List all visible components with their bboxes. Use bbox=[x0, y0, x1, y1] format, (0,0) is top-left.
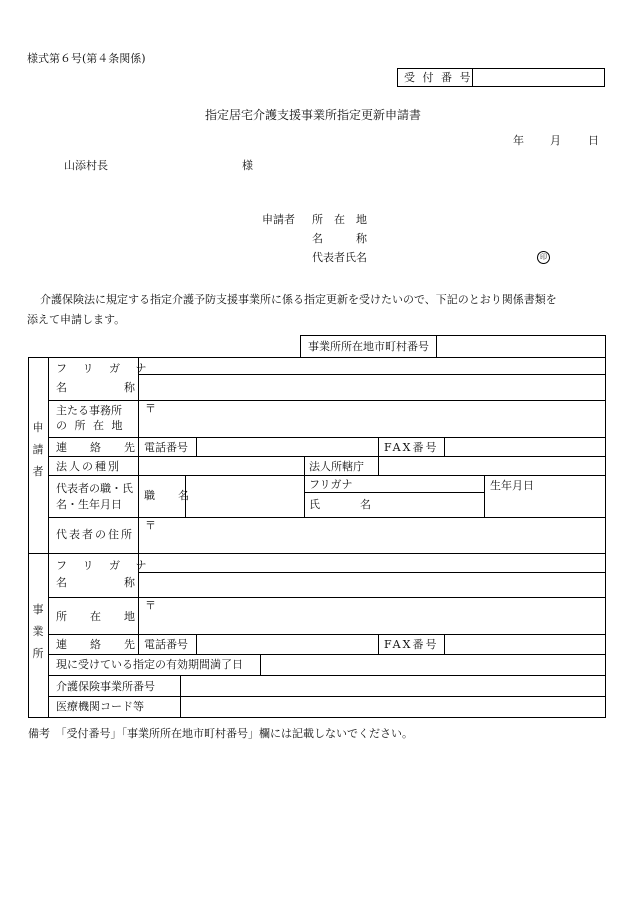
applicant-furigana-label: フ リ ガ ナ bbox=[56, 362, 153, 375]
applicant-name-label: 名 称 bbox=[56, 381, 141, 394]
applicant-fax-label: FAX番号 bbox=[384, 441, 439, 454]
office-fax-field[interactable] bbox=[446, 636, 603, 652]
office-postal-mark-icon: 〒 bbox=[145, 599, 156, 612]
remarks-note: 備考 「受付番号」「事業所所在地市町村番号」欄には記載しないでください。 bbox=[28, 727, 413, 740]
rep-birthdate-label: 生年月日 bbox=[490, 479, 534, 492]
section-applicant-label: 申 請 者 bbox=[32, 421, 44, 478]
validity-label: 現に受けている指定の有効期間満了日 bbox=[56, 658, 243, 671]
date-month-label: 月 bbox=[550, 134, 561, 147]
office-fax-label: FAX番号 bbox=[384, 638, 439, 651]
rep-birthdate-field[interactable] bbox=[486, 494, 603, 515]
rep-name-field[interactable] bbox=[360, 494, 482, 515]
office-location-label: 所 在 地 bbox=[56, 610, 141, 623]
rep-furigana-field[interactable] bbox=[360, 477, 482, 490]
date-day-label: 日 bbox=[588, 134, 599, 147]
main-office-label-2: の 所 在 地 bbox=[56, 419, 125, 432]
section-office-label: 事 業 所 bbox=[32, 603, 44, 660]
insurance-number-label: 介護保険事業所番号 bbox=[56, 680, 155, 693]
corp-authority-field[interactable] bbox=[380, 458, 603, 473]
main-office-label-1: 主たる事務所 bbox=[56, 404, 122, 417]
rep-position-label: 職 名 bbox=[144, 489, 195, 502]
office-phone-label: 電話番号 bbox=[144, 638, 188, 651]
applicant-fax-field[interactable] bbox=[446, 439, 603, 454]
office-phone-field[interactable] bbox=[198, 636, 376, 652]
receipt-number-label: 受 付 番 号 bbox=[404, 71, 473, 84]
office-furigana-label: フ リ ガ ナ bbox=[56, 559, 153, 572]
rep-name-label: 氏 名 bbox=[309, 498, 377, 511]
main-office-address-field[interactable] bbox=[158, 402, 603, 435]
applicant-contact-label: 連 絡 先 bbox=[56, 441, 141, 454]
rep-position-field[interactable] bbox=[187, 477, 302, 515]
receipt-number-box bbox=[397, 68, 605, 87]
date-year-label: 年 bbox=[513, 134, 524, 147]
municipal-number-field[interactable] bbox=[438, 337, 603, 356]
seal-mark-icon: 印 bbox=[537, 251, 550, 264]
applicant-representative-label: 代表者氏名 bbox=[312, 251, 367, 264]
body-text-line-1: 介護保険法に規定する指定介護予防支援事業所に係る指定更新を受けたいので、下記のとおり関係書類を bbox=[40, 293, 557, 306]
document-title: 指定居宅介護支援事業所指定更新申請書 bbox=[205, 108, 422, 122]
validity-field[interactable] bbox=[262, 656, 603, 673]
medical-code-label: 医療機関コード等 bbox=[56, 700, 144, 713]
office-name-label: 名 称 bbox=[56, 576, 141, 589]
applicant-location-label: 所 在 地 bbox=[312, 213, 367, 226]
medical-code-field[interactable] bbox=[182, 698, 603, 716]
applicant-furigana-field[interactable] bbox=[140, 359, 603, 373]
rep-address-field[interactable] bbox=[158, 519, 603, 551]
office-address-field[interactable] bbox=[158, 599, 603, 632]
office-furigana-field[interactable] bbox=[140, 555, 603, 570]
addressee-honorific: 様 bbox=[242, 159, 253, 172]
corp-type-label: 法人の種別 bbox=[56, 460, 121, 473]
postal-mark-icon: 〒 bbox=[145, 402, 156, 415]
applicant-phone-label: 電話番号 bbox=[144, 441, 188, 454]
corp-authority-label: 法人所轄庁 bbox=[309, 460, 364, 473]
applicant-name-label: 名 称 bbox=[312, 232, 367, 245]
rep-label-2: 名・生年月日 bbox=[56, 498, 122, 511]
office-contact-label: 連 絡 先 bbox=[56, 638, 141, 651]
addressee: 山添村長 bbox=[64, 159, 108, 172]
municipal-number-label: 事業所所在地市町村番号 bbox=[308, 340, 429, 353]
rep-address-label: 代表者の住所 bbox=[56, 528, 134, 541]
applicant-phone-field[interactable] bbox=[198, 439, 376, 454]
insurance-number-field[interactable] bbox=[182, 677, 603, 694]
receipt-number-field[interactable] bbox=[474, 70, 602, 85]
rep-postal-mark-icon: 〒 bbox=[145, 519, 156, 532]
body-text-line-2: 添えて申請します。 bbox=[27, 313, 126, 326]
applicant-name-field[interactable] bbox=[140, 376, 603, 398]
rep-furigana-label: フリガナ bbox=[309, 478, 353, 491]
rep-label-1: 代表者の職・氏 bbox=[56, 482, 133, 495]
corp-type-field[interactable] bbox=[140, 458, 302, 473]
office-name-field[interactable] bbox=[140, 574, 603, 595]
form-number: 様式第６号(第４条関係) bbox=[27, 52, 146, 65]
applicant-label: 申請者 bbox=[262, 213, 295, 226]
